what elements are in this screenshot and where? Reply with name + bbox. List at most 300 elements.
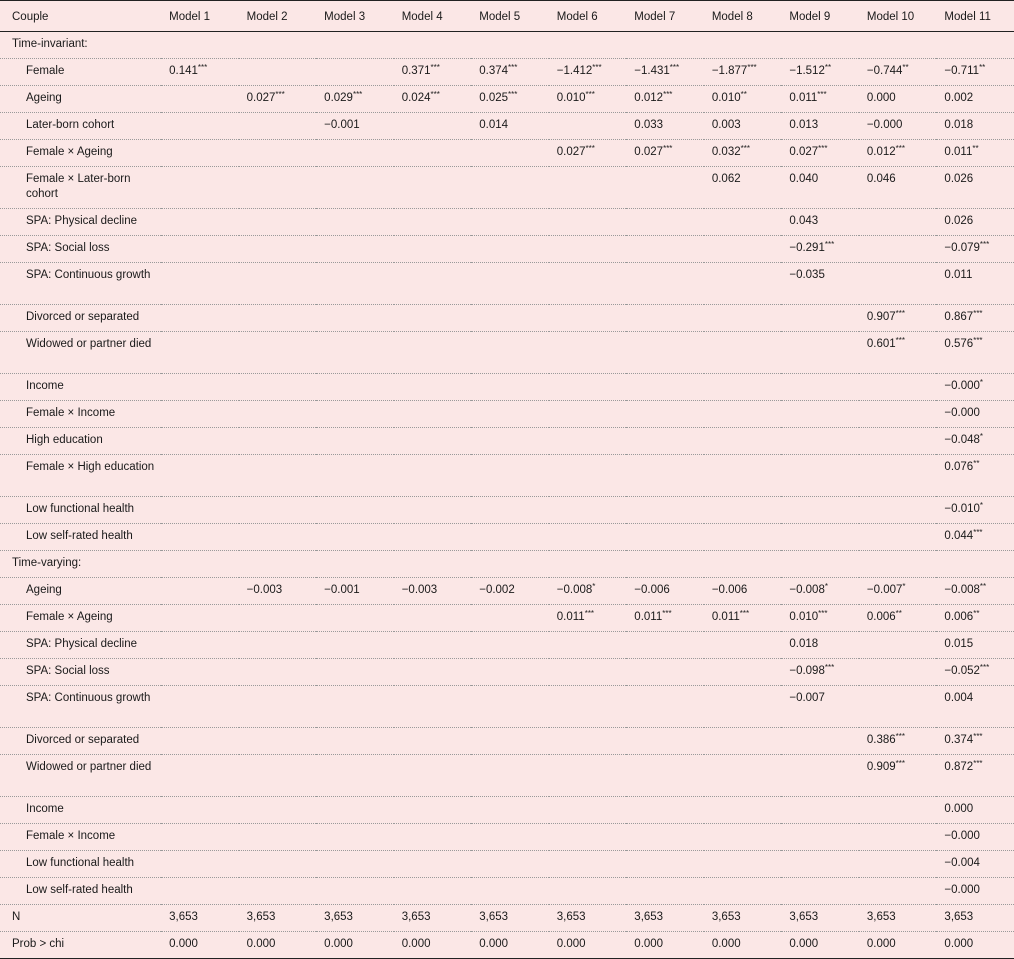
table-cell bbox=[316, 167, 394, 209]
table-cell bbox=[161, 455, 239, 497]
table-cell bbox=[316, 428, 394, 455]
table-cell bbox=[781, 824, 859, 851]
table-cell bbox=[549, 167, 627, 209]
table-cell: −1.412*** bbox=[556, 63, 602, 77]
table-cell bbox=[549, 374, 627, 401]
table-cell bbox=[316, 632, 394, 659]
table-cell: 0.027*** bbox=[789, 144, 828, 158]
table-cell: 0.024*** bbox=[401, 90, 440, 104]
table-cell: 0.000 bbox=[169, 938, 198, 950]
table-cell: 0.000 bbox=[789, 938, 819, 950]
significance-stars: ** bbox=[979, 63, 986, 72]
table-cell bbox=[394, 755, 472, 797]
table-cell bbox=[704, 236, 782, 263]
table-cell bbox=[239, 332, 317, 374]
table-cell bbox=[704, 797, 782, 824]
table-cell bbox=[859, 824, 937, 851]
table-cell: 0.000 bbox=[866, 938, 896, 950]
significance-stars: *** bbox=[979, 663, 990, 672]
table-cell: 0.909*** bbox=[866, 759, 906, 773]
significance-stars: ** bbox=[972, 144, 979, 153]
table-cell: −1.877*** bbox=[711, 63, 757, 77]
table-cell bbox=[626, 455, 704, 497]
table-cell bbox=[394, 332, 472, 374]
table-cell bbox=[394, 686, 472, 728]
table-cell bbox=[704, 851, 782, 878]
table-cell bbox=[781, 332, 859, 374]
table-row bbox=[0, 686, 1014, 728]
table-cell bbox=[239, 632, 317, 659]
table-cell bbox=[316, 263, 394, 305]
table-cell bbox=[316, 851, 394, 878]
table-cell bbox=[394, 497, 472, 524]
table-cell bbox=[626, 632, 704, 659]
table-cell: 0.872*** bbox=[944, 759, 983, 773]
table-cell bbox=[704, 263, 782, 305]
table-cell bbox=[626, 878, 704, 905]
row-label: SPA: Physical decline bbox=[26, 638, 138, 650]
table-row bbox=[0, 878, 1014, 905]
table-cell bbox=[781, 305, 859, 332]
table-cell bbox=[161, 797, 239, 824]
table-cell bbox=[394, 140, 472, 167]
table-cell: 3,653 bbox=[944, 911, 974, 923]
table-row bbox=[0, 305, 1014, 332]
table-cell: −1.431*** bbox=[634, 63, 680, 77]
table-cell bbox=[704, 332, 782, 374]
table-cell: 0.014 bbox=[479, 119, 509, 131]
table-cell bbox=[316, 728, 394, 755]
table-cell bbox=[626, 851, 704, 878]
table-row bbox=[0, 263, 1014, 305]
table-cell bbox=[626, 686, 704, 728]
table-cell bbox=[239, 851, 317, 878]
table-row bbox=[0, 86, 1014, 113]
table-cell: 0.011 bbox=[944, 269, 973, 281]
table-cell: 0.002 bbox=[944, 92, 974, 104]
significance-stars: *** bbox=[973, 759, 983, 768]
table-cell: 0.046 bbox=[866, 173, 896, 185]
header-model: Model 5 bbox=[471, 1, 549, 32]
header-model: Model 11 bbox=[936, 1, 1014, 32]
table-cell bbox=[626, 428, 704, 455]
table-cell bbox=[549, 263, 627, 305]
significance-stars: *** bbox=[508, 90, 518, 99]
table-cell: 0.044*** bbox=[944, 528, 983, 542]
section-row bbox=[0, 32, 1014, 59]
table-cell bbox=[239, 824, 317, 851]
table-cell bbox=[859, 851, 937, 878]
table-cell bbox=[549, 632, 627, 659]
table-cell bbox=[471, 428, 549, 455]
table-cell bbox=[394, 851, 472, 878]
table-row bbox=[0, 755, 1014, 797]
significance-stars: *** bbox=[818, 609, 828, 618]
significance-stars: *** bbox=[824, 663, 835, 672]
table-cell bbox=[549, 659, 627, 686]
table-cell: −0.001 bbox=[324, 584, 360, 596]
table-cell bbox=[549, 851, 627, 878]
table-cell: −0.008* bbox=[789, 582, 828, 596]
row-label: Ageing bbox=[26, 584, 62, 596]
table-cell bbox=[394, 605, 472, 632]
table-cell bbox=[859, 686, 937, 728]
table-cell bbox=[316, 374, 394, 401]
table-cell: 0.004 bbox=[944, 692, 974, 704]
table-row bbox=[0, 632, 1014, 659]
table-cell: −0.006 bbox=[711, 584, 748, 596]
table-cell bbox=[239, 686, 317, 728]
table-cell bbox=[471, 401, 549, 428]
table-cell bbox=[161, 374, 239, 401]
table-cell bbox=[161, 524, 239, 551]
table-cell bbox=[239, 113, 317, 140]
row-label: SPA: Continuous growth bbox=[26, 269, 151, 281]
table-cell bbox=[704, 401, 782, 428]
row-label: High education bbox=[26, 434, 103, 446]
table-cell bbox=[471, 236, 549, 263]
table-cell bbox=[781, 455, 859, 497]
table-cell: 0.000 bbox=[556, 938, 586, 950]
table-cell: 0.000 bbox=[401, 938, 431, 950]
table-cell bbox=[549, 209, 627, 236]
table-cell bbox=[549, 824, 627, 851]
table-cell bbox=[471, 167, 549, 209]
table-cell: 0.013 bbox=[789, 119, 819, 131]
row-label: Income bbox=[26, 380, 64, 392]
significance-stars: *** bbox=[663, 144, 673, 153]
table-row bbox=[0, 497, 1014, 524]
table-cell bbox=[316, 755, 394, 797]
significance-stars: ** bbox=[973, 459, 980, 468]
row-label: SPA: Continuous growth bbox=[26, 692, 151, 704]
table-row bbox=[0, 905, 1014, 932]
significance-stars: *** bbox=[818, 144, 828, 153]
table-row bbox=[0, 824, 1014, 851]
table-cell: −0.052*** bbox=[944, 663, 990, 677]
table-cell bbox=[704, 524, 782, 551]
significance-stars: *** bbox=[585, 90, 595, 99]
table-cell: 0.010*** bbox=[556, 90, 595, 104]
table-cell bbox=[161, 686, 239, 728]
table-cell bbox=[394, 632, 472, 659]
table-cell bbox=[626, 824, 704, 851]
significance-stars: *** bbox=[973, 732, 983, 741]
header-model: Model 2 bbox=[239, 1, 317, 32]
table-cell bbox=[626, 524, 704, 551]
table-cell: 0.006** bbox=[866, 609, 902, 623]
table-cell bbox=[316, 659, 394, 686]
significance-stars: *** bbox=[352, 90, 363, 99]
table-cell: 0.032*** bbox=[711, 144, 750, 158]
table-cell bbox=[859, 524, 937, 551]
table-cell: 0.374*** bbox=[944, 732, 983, 746]
table-cell: 0.026 bbox=[944, 215, 974, 227]
table-row bbox=[0, 932, 1014, 959]
table-cell bbox=[239, 401, 317, 428]
table-cell bbox=[161, 113, 239, 140]
header-model: Model 1 bbox=[161, 1, 239, 32]
row-label: Female × Later-born cohort bbox=[26, 173, 131, 200]
significance-stars: ** bbox=[973, 609, 980, 618]
table-cell: −0.035 bbox=[789, 269, 825, 281]
table-cell bbox=[316, 209, 394, 236]
table-cell bbox=[704, 374, 782, 401]
table-cell bbox=[161, 305, 239, 332]
table-cell: −0.291*** bbox=[789, 240, 835, 254]
significance-stars: *** bbox=[973, 309, 983, 318]
table-cell: 0.033 bbox=[634, 119, 664, 131]
table-cell bbox=[161, 497, 239, 524]
table-cell bbox=[239, 59, 317, 86]
significance-stars: *** bbox=[740, 144, 750, 153]
table-cell bbox=[394, 728, 472, 755]
table-cell bbox=[859, 497, 937, 524]
table-row bbox=[0, 401, 1014, 428]
table-cell: 3,653 bbox=[479, 911, 509, 923]
table-cell bbox=[549, 878, 627, 905]
table-cell: −0.003 bbox=[401, 584, 438, 596]
table-row bbox=[0, 797, 1014, 824]
table-cell bbox=[859, 797, 937, 824]
header-model: Model 3 bbox=[316, 1, 394, 32]
significance-stars: ** bbox=[740, 90, 747, 99]
significance-stars: *** bbox=[197, 63, 208, 72]
table-cell bbox=[161, 332, 239, 374]
significance-stars: *** bbox=[584, 609, 595, 618]
table-cell: 3,653 bbox=[401, 911, 431, 923]
table-cell bbox=[239, 524, 317, 551]
table-cell bbox=[316, 236, 394, 263]
row-label: Low functional health bbox=[26, 857, 135, 869]
table-cell bbox=[549, 686, 627, 728]
table-cell bbox=[316, 401, 394, 428]
table-cell: 3,653 bbox=[324, 911, 353, 923]
row-label: SPA: Social loss bbox=[26, 242, 110, 254]
table-cell: 0.040 bbox=[789, 173, 819, 185]
table-cell bbox=[471, 332, 549, 374]
row-label: Female × Ageing bbox=[26, 611, 113, 623]
table-cell bbox=[161, 755, 239, 797]
table-cell bbox=[316, 305, 394, 332]
table-cell bbox=[704, 878, 782, 905]
significance-stars: *** bbox=[817, 90, 827, 99]
table-cell: 0.374*** bbox=[479, 63, 518, 77]
table-cell: −0.007 bbox=[789, 692, 825, 704]
table-cell bbox=[316, 497, 394, 524]
table-cell bbox=[394, 374, 472, 401]
header-couple: Couple bbox=[0, 1, 161, 32]
table-cell: −0.000* bbox=[944, 378, 984, 392]
table-cell: 0.076** bbox=[944, 459, 980, 473]
row-label: Later-born cohort bbox=[26, 119, 115, 131]
significance-stars: *** bbox=[895, 144, 906, 153]
table-cell: 0.000 bbox=[944, 938, 974, 950]
table-cell bbox=[394, 659, 472, 686]
table-cell bbox=[394, 824, 472, 851]
table-cell bbox=[394, 236, 472, 263]
table-cell bbox=[471, 851, 549, 878]
table-cell: 0.386*** bbox=[866, 732, 906, 746]
table-cell bbox=[471, 374, 549, 401]
table-cell bbox=[549, 797, 627, 824]
table-cell bbox=[781, 401, 859, 428]
table-cell bbox=[549, 524, 627, 551]
significance-stars: *** bbox=[747, 63, 757, 72]
table-cell bbox=[239, 605, 317, 632]
table-cell bbox=[626, 263, 704, 305]
table-cell bbox=[394, 263, 472, 305]
table-cell bbox=[859, 236, 937, 263]
table-cell bbox=[859, 401, 937, 428]
table-cell: 0.029*** bbox=[324, 90, 363, 104]
header-row bbox=[0, 1, 1014, 32]
significance-stars: *** bbox=[979, 240, 990, 249]
table-cell bbox=[471, 305, 549, 332]
table-cell: −0.010* bbox=[944, 501, 984, 515]
significance-stars: *** bbox=[973, 528, 983, 537]
section-label: Time-invariant: bbox=[12, 38, 88, 50]
section-label: Time-varying: bbox=[12, 557, 82, 569]
table-cell bbox=[704, 728, 782, 755]
table-cell bbox=[239, 497, 317, 524]
table-cell bbox=[239, 659, 317, 686]
table-cell: 0.000 bbox=[711, 938, 741, 950]
table-cell: 0.003 bbox=[711, 119, 741, 131]
table-cell: 0.371*** bbox=[401, 63, 440, 77]
table-cell bbox=[859, 455, 937, 497]
table-cell bbox=[626, 659, 704, 686]
table-row bbox=[0, 236, 1014, 263]
table-cell: −0.098*** bbox=[789, 663, 835, 677]
table-cell bbox=[626, 797, 704, 824]
row-label: Widowed or partner died bbox=[26, 338, 152, 350]
table-cell bbox=[471, 659, 549, 686]
table-cell bbox=[161, 824, 239, 851]
row-label: Low self-rated health bbox=[26, 530, 133, 542]
table-cell bbox=[471, 878, 549, 905]
significance-stars: ** bbox=[902, 63, 909, 72]
table-cell bbox=[704, 497, 782, 524]
table-cell: 0.011*** bbox=[634, 609, 672, 623]
table-cell: −0.003 bbox=[246, 584, 283, 596]
table-cell bbox=[394, 428, 472, 455]
table-cell bbox=[626, 755, 704, 797]
row-label: Female × Income bbox=[26, 830, 116, 842]
table-cell bbox=[316, 332, 394, 374]
table-cell: 0.907*** bbox=[866, 309, 906, 323]
significance-stars: *** bbox=[592, 63, 602, 72]
table-cell: −0.008* bbox=[556, 582, 596, 596]
table-cell bbox=[626, 374, 704, 401]
table-cell: −0.007* bbox=[866, 582, 906, 596]
table-row bbox=[0, 428, 1014, 455]
table-cell bbox=[704, 428, 782, 455]
table-row bbox=[0, 59, 1014, 86]
table-cell bbox=[471, 824, 549, 851]
table-cell bbox=[781, 374, 859, 401]
table-cell bbox=[161, 263, 239, 305]
significance-stars: *** bbox=[739, 609, 750, 618]
table-cell bbox=[859, 374, 937, 401]
table-cell: 0.000 bbox=[944, 803, 974, 815]
table-cell bbox=[781, 428, 859, 455]
table-cell bbox=[239, 263, 317, 305]
header-model: Model 8 bbox=[704, 1, 782, 32]
table-cell bbox=[239, 236, 317, 263]
table-cell bbox=[161, 878, 239, 905]
table-cell bbox=[704, 209, 782, 236]
table-cell bbox=[316, 605, 394, 632]
table-cell bbox=[239, 140, 317, 167]
table-cell bbox=[316, 686, 394, 728]
table-cell bbox=[471, 605, 549, 632]
table-cell: 3,653 bbox=[556, 911, 586, 923]
table-cell: −0.711** bbox=[944, 63, 986, 77]
table-cell bbox=[704, 305, 782, 332]
table-cell bbox=[394, 113, 472, 140]
significance-stars: *** bbox=[430, 90, 440, 99]
table-cell bbox=[549, 401, 627, 428]
table-cell bbox=[161, 728, 239, 755]
table-row bbox=[0, 578, 1014, 605]
table-cell: 0.000 bbox=[479, 938, 509, 950]
table-row bbox=[0, 332, 1014, 374]
header-model: Model 6 bbox=[549, 1, 627, 32]
row-label: Divorced or separated bbox=[26, 734, 140, 746]
table-cell: 0.011** bbox=[944, 144, 979, 158]
table-cell: −0.001 bbox=[324, 119, 360, 131]
table-cell: 3,653 bbox=[711, 911, 741, 923]
table-cell bbox=[239, 878, 317, 905]
table-cell: 0.000 bbox=[246, 938, 276, 950]
significance-stars: *** bbox=[662, 609, 672, 618]
table-row bbox=[0, 455, 1014, 497]
table-cell: 0.027*** bbox=[246, 90, 285, 104]
table-cell bbox=[471, 524, 549, 551]
table-row bbox=[0, 167, 1014, 209]
row-label: Female × Ageing bbox=[26, 146, 113, 158]
table-cell bbox=[161, 86, 239, 113]
table-cell bbox=[471, 632, 549, 659]
table-cell bbox=[859, 263, 937, 305]
table-cell bbox=[626, 728, 704, 755]
table-cell bbox=[549, 305, 627, 332]
table-cell bbox=[549, 497, 627, 524]
row-label: SPA: Physical decline bbox=[26, 215, 138, 227]
row-label: Low self-rated health bbox=[26, 884, 133, 896]
table-cell: 0.010** bbox=[711, 90, 747, 104]
table-cell bbox=[781, 524, 859, 551]
table-cell bbox=[316, 797, 394, 824]
table-cell bbox=[471, 497, 549, 524]
table-cell bbox=[161, 428, 239, 455]
row-label: Widowed or partner died bbox=[26, 761, 152, 773]
table-cell: −0.000 bbox=[944, 407, 980, 419]
table-cell: 0.015 bbox=[944, 638, 974, 650]
table-row bbox=[0, 140, 1014, 167]
table-cell bbox=[549, 113, 627, 140]
table-cell bbox=[394, 401, 472, 428]
row-label: Female × High education bbox=[26, 461, 155, 473]
table-cell bbox=[626, 401, 704, 428]
table-cell bbox=[394, 797, 472, 824]
significance-stars: *** bbox=[895, 732, 906, 741]
significance-stars: ** bbox=[895, 609, 902, 618]
table-cell bbox=[781, 851, 859, 878]
table-cell: 3,653 bbox=[866, 911, 896, 923]
table-row bbox=[0, 851, 1014, 878]
